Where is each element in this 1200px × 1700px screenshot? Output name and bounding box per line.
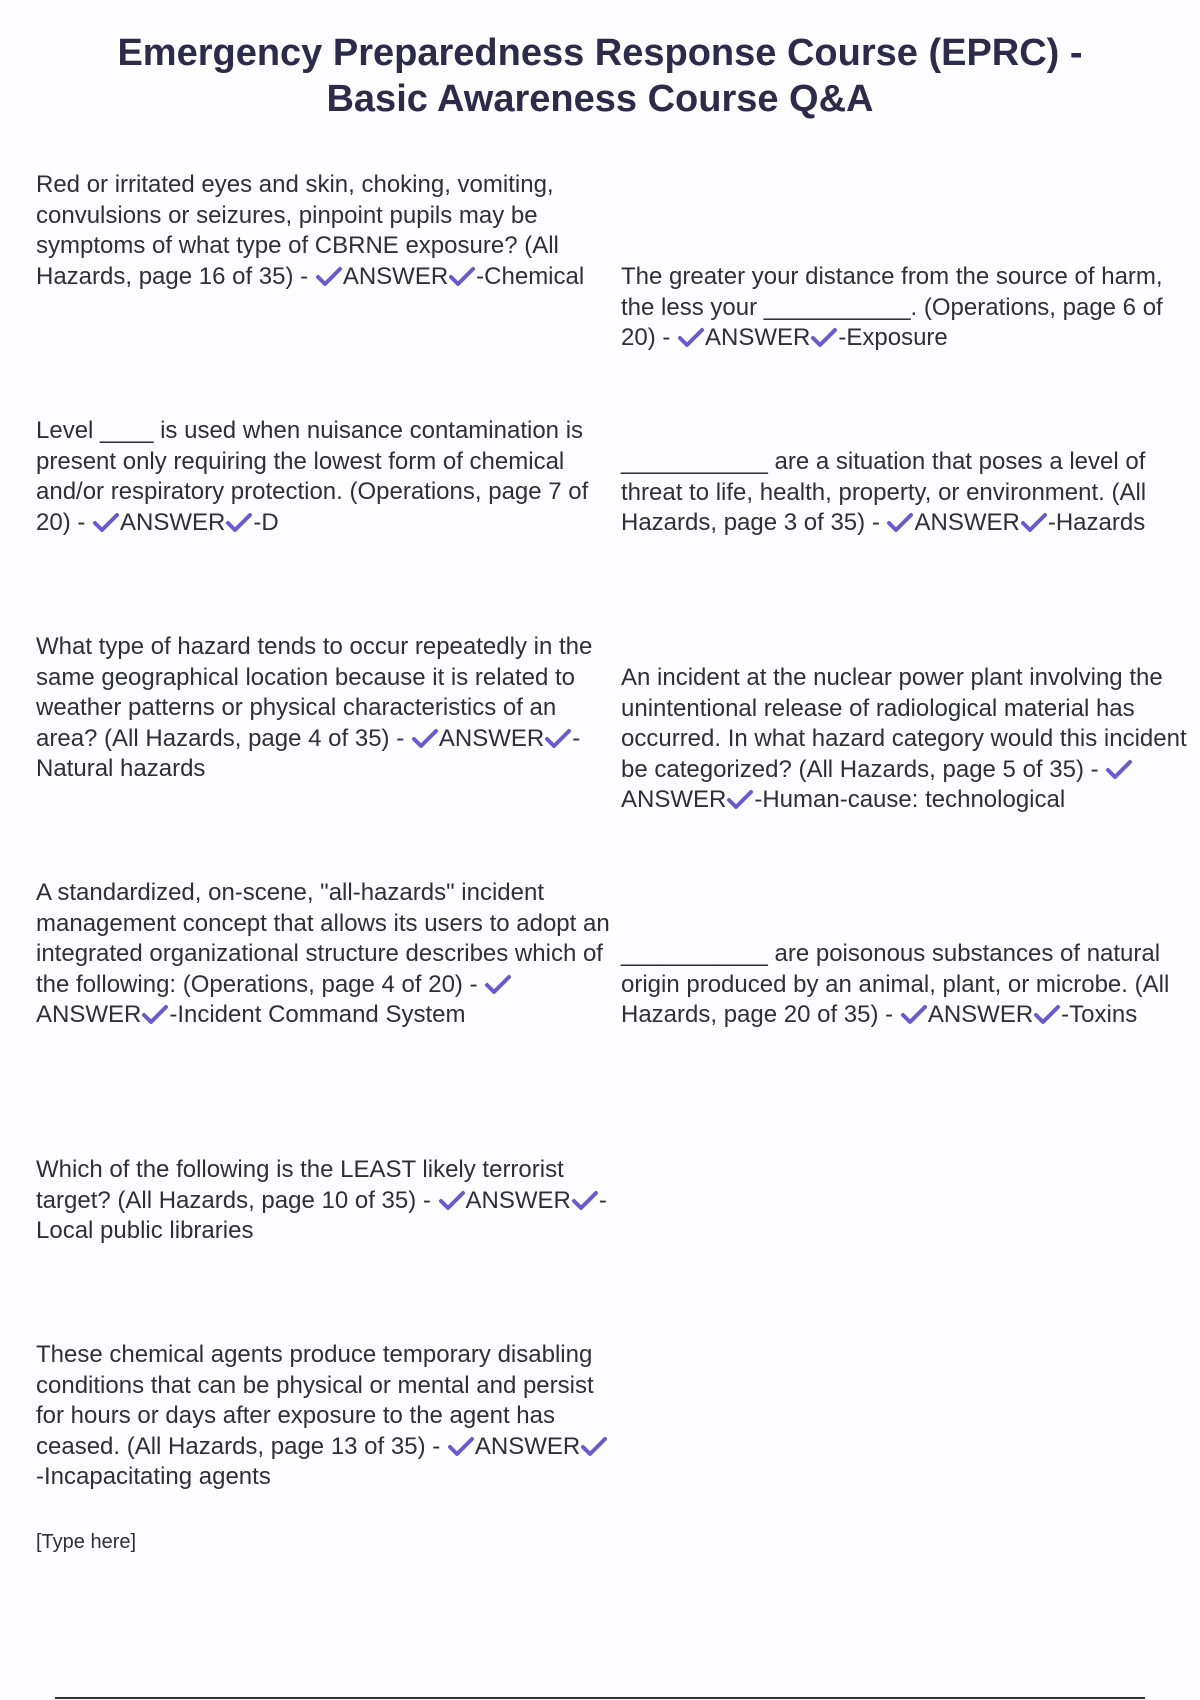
check-icon	[141, 1003, 169, 1025]
answer-text: -Hazards	[1047, 509, 1146, 536]
check-icon	[484, 973, 512, 995]
question-text: ___________ are poisonous substances of natural origin produced by an animal, plant, or microbe. (All Hazards, page 20 of 35) -	[621, 940, 1170, 1028]
check-icon	[810, 326, 838, 348]
check-icon	[900, 1003, 928, 1025]
qa-item-exposure	[621, 262, 1196, 354]
check-icon	[677, 326, 705, 348]
question-text: A standardized, on-scene, "all-hazards" incident management concept that allows its users to adopt an integrated organizational structure describes which of the following: (Operations, page 4 of 20) -	[36, 879, 610, 998]
qa-item-hazards	[621, 447, 1196, 539]
qa-item-technological	[621, 663, 1196, 816]
qa-item-level-d	[36, 416, 611, 538]
answer-text: -Chemical	[476, 262, 585, 290]
check-icon	[92, 511, 120, 533]
check-icon	[411, 727, 439, 749]
answer-label: ANSWER	[465, 1186, 571, 1214]
check-icon	[447, 1435, 475, 1457]
check-icon	[886, 511, 914, 533]
answer-text: -Incident Command System	[169, 1001, 466, 1028]
answer-label: ANSWER	[120, 508, 226, 536]
check-icon	[315, 265, 343, 287]
question-text: These chemical agents produce temporary disabling conditions that can be physical or mental and persist for hours or days after exposure to the agent has ceased. (All Hazards, page 13 of 35) -	[36, 1341, 594, 1460]
answer-text: -Exposure	[838, 324, 948, 351]
qa-item-toxins	[621, 939, 1196, 1031]
question-text: ___________ are a situation that poses a level of threat to life, health, property, or environment. (All Hazards, page 3 of 35) -	[621, 448, 1147, 536]
document-title	[60, 30, 1140, 122]
type-here-placeholder: [Type here]	[36, 1531, 137, 1553]
answer-text: -Incapacitating agents	[36, 1463, 271, 1490]
qa-item-chemical	[36, 170, 611, 292]
question-text: Level ____ is used when nuisance contamination is present only requiring the lowest form of chemical and/or respiratory protection. (Operations, page 7 of 20) -	[36, 417, 589, 536]
check-icon	[225, 511, 253, 533]
answer-label: ANSWER	[705, 324, 811, 351]
footer-rule	[55, 1697, 1145, 1699]
answer-text: -Local public libraries	[36, 1186, 607, 1244]
check-icon	[580, 1435, 608, 1457]
answer-label: ANSWER	[621, 786, 727, 813]
question-text: The greater your distance from the source of harm, the less your ___________. (Operations, page 6 of 20) -	[621, 263, 1163, 351]
answer-label: ANSWER	[927, 1001, 1034, 1028]
title-line-2: Basic Awareness Course Q&A	[326, 78, 874, 120]
qa-item-natural-hazards	[36, 632, 611, 785]
answer-label: ANSWER	[36, 1001, 142, 1028]
question-text: Red or irritated eyes and skin, choking, vomiting, convulsions or seizures, pinpoint pupils may be symptoms of what type of CBRNE exposure? (All Hazards, page 16 of 35) -	[36, 171, 559, 290]
check-icon	[448, 265, 476, 287]
check-icon	[1033, 1003, 1061, 1025]
qa-item-ics	[36, 878, 611, 1031]
check-icon	[438, 1189, 466, 1211]
answer-text: -D	[253, 508, 279, 536]
check-icon	[544, 727, 572, 749]
qa-item-libraries	[36, 1155, 611, 1247]
question-text: An incident at the nuclear power plant involving the unintentional release of radiological material has occurred. In what hazard category would this incident be categorized? (All Hazards, page 5 of 35) -	[621, 664, 1187, 783]
answer-label: ANSWER	[914, 509, 1020, 536]
question-text: Which of the following is the LEAST likely terrorist target? (All Hazards, page 10 of 35) -	[36, 1156, 564, 1214]
check-icon	[1105, 758, 1133, 780]
answer-text: -Toxins	[1061, 1001, 1138, 1028]
title-line-1: Emergency Preparedness Response Course (EPRC) -	[117, 32, 1083, 74]
question-text: What type of hazard tends to occur repeatedly in the same geographical location because it is related to weather patterns or physical characteristics of an area? (All Hazards, page 4 of 35) -	[36, 633, 593, 752]
answer-label: ANSWER	[438, 724, 545, 752]
answer-label: ANSWER	[474, 1432, 581, 1460]
answer-text: -Natural hazards	[36, 724, 581, 782]
qa-item-incapacitating	[36, 1340, 611, 1493]
check-icon	[726, 788, 754, 810]
answer-text: -Human-cause: technological	[754, 786, 1066, 813]
check-icon	[571, 1189, 599, 1211]
answer-label: ANSWER	[342, 262, 449, 290]
check-icon	[1020, 511, 1048, 533]
